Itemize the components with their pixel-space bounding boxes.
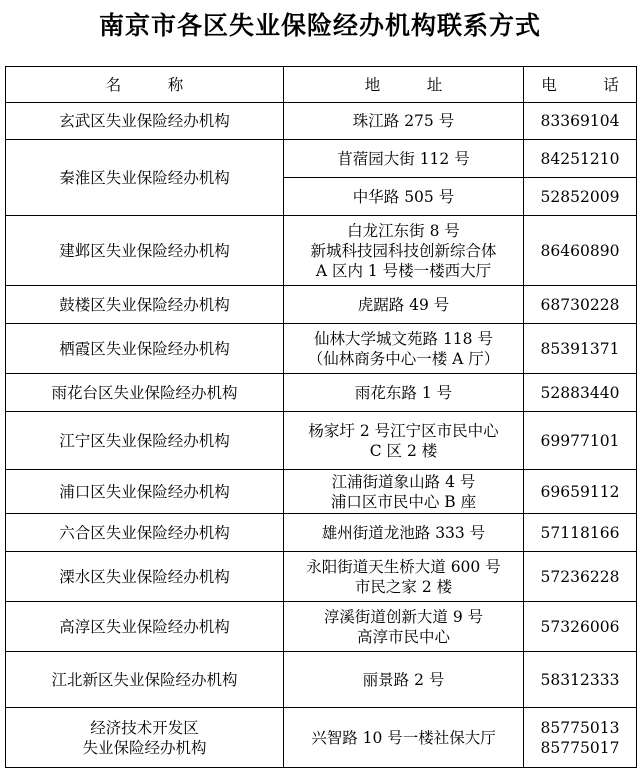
name-line: 雨花台区失业保险经办机构 bbox=[51, 383, 238, 402]
address-line: A 区内 1 号楼一楼西大厅 bbox=[315, 261, 492, 280]
cell-address bbox=[284, 552, 524, 602]
cell-address bbox=[284, 652, 524, 708]
address-line: 淳溪街道创新大道 9 号 bbox=[323, 607, 484, 626]
cell-name bbox=[6, 374, 284, 412]
cell-address bbox=[284, 324, 524, 374]
address-line: 苜蓿园大街 112 号 bbox=[337, 149, 470, 168]
table-row bbox=[6, 324, 637, 374]
cell-name bbox=[6, 552, 284, 602]
cell-phone bbox=[524, 602, 637, 652]
cell-address bbox=[284, 103, 524, 140]
cell-phone bbox=[524, 178, 637, 216]
cell-name bbox=[6, 412, 284, 470]
address-line: 虎踞路 49 号 bbox=[357, 295, 450, 314]
cell-address bbox=[284, 140, 524, 178]
name-line: 失业保险经办机构 bbox=[82, 738, 207, 757]
header-name: 名 称 bbox=[6, 67, 284, 103]
address-line: 高淳市民中心 bbox=[356, 627, 450, 646]
phone-number: 84251210 bbox=[540, 149, 620, 168]
header-address: 地 址 bbox=[284, 67, 524, 103]
cell-name bbox=[6, 514, 284, 552]
cell-phone bbox=[524, 412, 637, 470]
address-line: 丽景路 2 号 bbox=[362, 670, 445, 689]
cell-name bbox=[6, 140, 284, 216]
phone-number: 57236228 bbox=[540, 567, 620, 586]
name-line: 江宁区失业保险经办机构 bbox=[59, 431, 230, 450]
phone-number: 68730228 bbox=[540, 295, 620, 314]
address-line: 江浦街道象山路 4 号 bbox=[331, 472, 476, 491]
cell-phone bbox=[524, 286, 637, 324]
table-row bbox=[6, 103, 637, 140]
cell-phone bbox=[524, 324, 637, 374]
cell-address bbox=[284, 412, 524, 470]
cell-name bbox=[6, 216, 284, 286]
cell-phone bbox=[524, 514, 637, 552]
cell-address bbox=[284, 602, 524, 652]
address-line: 杨家圩 2 号江宁区市民中心 bbox=[308, 421, 499, 440]
table-header-row bbox=[6, 67, 637, 103]
cell-name bbox=[6, 103, 284, 140]
name-line: 六合区失业保险经办机构 bbox=[59, 523, 230, 542]
cell-phone bbox=[524, 140, 637, 178]
address-line: 雨花东路 1 号 bbox=[354, 383, 453, 402]
table-row bbox=[6, 552, 637, 602]
cell-name bbox=[6, 708, 284, 768]
phone-number: 57326006 bbox=[540, 617, 620, 636]
table-row bbox=[6, 652, 637, 708]
table-row bbox=[6, 602, 637, 652]
address-line: （仙林商务中心一楼 A 厅） bbox=[307, 349, 500, 368]
table-row bbox=[6, 514, 637, 552]
address-line: C 区 2 楼 bbox=[369, 441, 438, 460]
address-line: 兴智路 10 号一楼社保大厅 bbox=[311, 728, 496, 747]
address-line: 珠江路 275 号 bbox=[352, 112, 455, 130]
cell-address bbox=[284, 178, 524, 216]
name-line: 经济技术开发区 bbox=[90, 718, 199, 737]
cell-name bbox=[6, 286, 284, 324]
cell-name bbox=[6, 324, 284, 374]
phone-number: 69659112 bbox=[540, 482, 620, 501]
cell-name bbox=[6, 652, 284, 708]
name-line: 江北新区失业保险经办机构 bbox=[51, 670, 238, 689]
table-body bbox=[6, 103, 637, 768]
phone-number: 83369104 bbox=[540, 112, 620, 130]
cell-phone bbox=[524, 470, 637, 514]
address-line: 雄州街道龙池路 333 号 bbox=[321, 523, 486, 542]
address-line: 仙林大学城文苑路 118 号 bbox=[314, 329, 493, 348]
contacts-table bbox=[5, 66, 637, 768]
phone-number: 85775013 bbox=[540, 718, 620, 737]
name-line: 溧水区失业保险经办机构 bbox=[59, 567, 230, 586]
name-line: 秦淮区失业保险经办机构 bbox=[59, 168, 230, 187]
cell-address bbox=[284, 374, 524, 412]
phone-number: 86460890 bbox=[540, 241, 620, 260]
address-line: 永阳街道天生桥大道 600 号 bbox=[306, 557, 501, 576]
name-line: 高淳区失业保险经办机构 bbox=[59, 617, 230, 636]
table-row bbox=[6, 708, 637, 768]
address-line: 新城科技园科技创新综合体 bbox=[310, 241, 497, 260]
cell-name bbox=[6, 602, 284, 652]
cell-address bbox=[284, 470, 524, 514]
phone-number: 85391371 bbox=[540, 339, 620, 358]
table-row bbox=[6, 374, 637, 412]
cell-phone bbox=[524, 103, 637, 140]
phone-number: 85775017 bbox=[540, 738, 620, 757]
table-row bbox=[6, 412, 637, 470]
address-line: 市民之家 2 楼 bbox=[354, 577, 453, 596]
name-line: 鼓楼区失业保险经办机构 bbox=[59, 295, 230, 314]
phone-number: 69977101 bbox=[540, 431, 620, 450]
cell-address bbox=[284, 286, 524, 324]
name-line: 浦口区失业保险经办机构 bbox=[59, 482, 230, 501]
address-line: 中华路 505 号 bbox=[352, 187, 455, 206]
cell-phone bbox=[524, 708, 637, 768]
cell-name bbox=[6, 470, 284, 514]
header-phone: 电 话 bbox=[524, 67, 637, 103]
address-line: 浦口区市民中心 B 座 bbox=[330, 492, 477, 511]
table-row bbox=[6, 140, 637, 178]
cell-address bbox=[284, 216, 524, 286]
name-line: 栖霞区失业保险经办机构 bbox=[59, 339, 230, 358]
cell-address bbox=[284, 708, 524, 768]
cell-phone bbox=[524, 216, 637, 286]
name-line: 建邺区失业保险经办机构 bbox=[59, 241, 230, 260]
table-row bbox=[6, 286, 637, 324]
page-title: 南京市各区失业保险经办机构联系方式 bbox=[98, 11, 541, 40]
phone-number: 58312333 bbox=[540, 670, 620, 689]
cell-phone bbox=[524, 552, 637, 602]
phone-number: 52852009 bbox=[540, 187, 620, 206]
table-row bbox=[6, 216, 637, 286]
name-line: 玄武区失业保险经办机构 bbox=[59, 112, 230, 130]
table-row bbox=[6, 470, 637, 514]
cell-address bbox=[284, 514, 524, 552]
phone-number: 52883440 bbox=[540, 383, 620, 402]
cell-phone bbox=[524, 374, 637, 412]
phone-number: 57118166 bbox=[540, 523, 620, 542]
cell-phone bbox=[524, 652, 637, 708]
address-line: 白龙江东街 8 号 bbox=[347, 221, 460, 240]
